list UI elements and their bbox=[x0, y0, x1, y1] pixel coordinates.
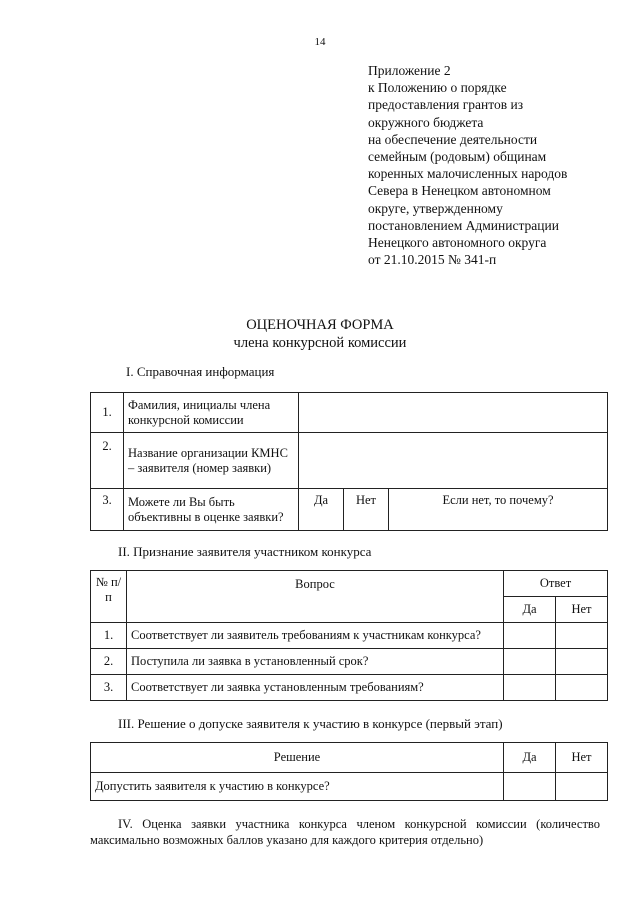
no-cell[interactable] bbox=[556, 623, 608, 649]
table-row bbox=[91, 393, 608, 433]
appendix-line: окружного бюджета bbox=[368, 114, 484, 130]
appendix-line: округе, утвержденному bbox=[368, 200, 503, 216]
form-title bbox=[0, 316, 640, 352]
column-header-answer: Ответ bbox=[504, 571, 608, 597]
appendix-line: семейным (родовым) общинам bbox=[368, 149, 547, 165]
question-text: Поступила ли заявка в установленный срок? bbox=[127, 649, 504, 675]
table-row bbox=[91, 489, 608, 531]
table-row bbox=[91, 649, 608, 675]
section3-heading: III. Решение о допуске заявителя к участию в конкурсе (первый этап) bbox=[118, 716, 503, 731]
column-header-yes: Да bbox=[504, 743, 556, 773]
appendix-line: предоставления грантов из bbox=[368, 97, 524, 113]
yes-cell[interactable] bbox=[504, 675, 556, 701]
row-number: 3. bbox=[91, 489, 124, 531]
form-title-sub: члена конкурсной комиссии bbox=[233, 335, 407, 351]
yes-cell[interactable] bbox=[504, 773, 556, 801]
no-cell[interactable] bbox=[556, 773, 608, 801]
row-number: 1. bbox=[91, 393, 124, 433]
answer-cell[interactable] bbox=[299, 393, 608, 433]
section4-line1: IV. Оценка заявки участника конкурса членом конкурсной комиссии (количество bbox=[118, 817, 600, 831]
appendix-line: к Положению о порядке bbox=[368, 80, 507, 96]
row-number: 2. bbox=[91, 649, 127, 675]
column-header-no: Нет bbox=[556, 743, 608, 773]
row-number: 1. bbox=[91, 623, 127, 649]
appendix-line: коренных малочисленных народов bbox=[368, 166, 568, 182]
appendix-note bbox=[368, 62, 567, 268]
yes-cell[interactable] bbox=[504, 649, 556, 675]
table-header-row bbox=[91, 743, 608, 773]
appendix-line: на обеспечение деятельности bbox=[368, 131, 538, 147]
question-text: Соответствует ли заявка установленным требованиям? bbox=[127, 675, 504, 701]
row-label: Можете ли Вы быть объективны в оценке заявки? bbox=[124, 489, 299, 531]
yes-option[interactable]: Да bbox=[299, 489, 344, 531]
appendix-line: от 21.10.2015 № 341-п bbox=[368, 252, 497, 268]
column-header-decision: Решение bbox=[91, 743, 504, 773]
row-number: 2. bbox=[91, 433, 124, 489]
table-row bbox=[91, 623, 608, 649]
yes-cell[interactable] bbox=[504, 623, 556, 649]
page-number: 14 bbox=[314, 36, 326, 48]
row-label: Название организации КМНС – заявителя (номер заявки) bbox=[124, 433, 299, 489]
reason-field[interactable]: Если нет, то почему? bbox=[389, 489, 608, 531]
question-text: Соответствует ли заявитель требованиям к участникам конкурса? bbox=[127, 623, 504, 649]
decision-question: Допустить заявителя к участию в конкурсе? bbox=[91, 773, 504, 801]
row-label: Фамилия, инициалы члена конкурсной комиссии bbox=[124, 393, 299, 433]
section1-heading: I. Справочная информация bbox=[126, 364, 275, 379]
table-row bbox=[91, 773, 608, 801]
appendix-line: постановлением Администрации bbox=[368, 217, 559, 233]
column-header-question: Вопрос bbox=[127, 571, 504, 623]
no-cell[interactable] bbox=[556, 675, 608, 701]
section4-line2: максимально возможных баллов указано для каждого критерия отдельно) bbox=[90, 833, 484, 847]
table-row bbox=[91, 433, 608, 489]
appendix-line: Приложение 2 bbox=[368, 63, 451, 78]
row-number: 3. bbox=[91, 675, 127, 701]
answer-cell[interactable] bbox=[299, 433, 608, 489]
form-title-main: ОЦЕНОЧНАЯ ФОРМА bbox=[246, 317, 394, 333]
admission-decision-table bbox=[90, 742, 608, 801]
no-cell[interactable] bbox=[556, 649, 608, 675]
appendix-line: Ненецкого автономного округа bbox=[368, 235, 547, 251]
participant-recognition-table bbox=[90, 570, 608, 701]
column-header-no: Нет bbox=[556, 597, 608, 623]
table-row bbox=[91, 675, 608, 701]
appendix-line: Севера в Ненецком автономном bbox=[368, 183, 551, 199]
section2-heading: II. Признание заявителя участником конкурса bbox=[118, 544, 372, 559]
section4-heading bbox=[90, 816, 600, 848]
reference-info-table bbox=[90, 392, 608, 531]
column-header-number: № п/п bbox=[91, 571, 127, 623]
column-header-yes: Да bbox=[504, 597, 556, 623]
no-option[interactable]: Нет bbox=[344, 489, 389, 531]
table-header-row bbox=[91, 571, 608, 597]
